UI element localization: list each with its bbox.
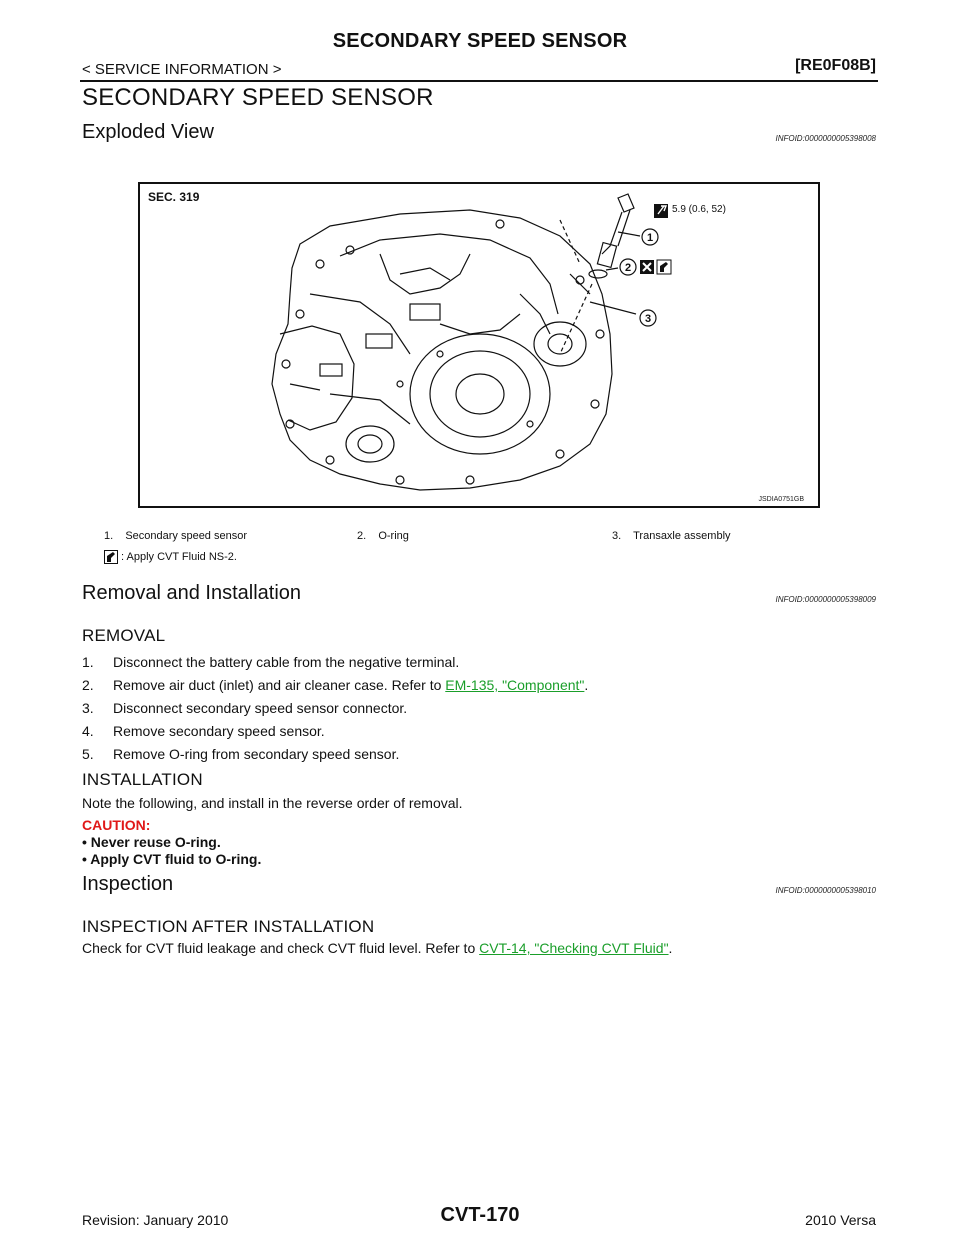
legend-text: O-ring <box>378 530 409 542</box>
footer-model: 2010 Versa <box>805 1212 876 1228</box>
footer-revision: Revision: January 2010 <box>82 1212 229 1228</box>
step-text: Remove secondary speed sensor. <box>113 723 325 739</box>
do-not-reuse-icon <box>640 260 654 274</box>
infoid-inspection: INFOID:0000000005398010 <box>775 886 876 895</box>
callout-3: 3 <box>644 313 652 325</box>
removal-step-3 <box>82 700 407 716</box>
footer-page-number: CVT-170 <box>440 1204 520 1226</box>
caution-bullet-1: • Never reuse O-ring. <box>82 834 221 850</box>
callout-2: 2 <box>624 262 632 274</box>
heading-exploded-view: Exploded View <box>82 121 214 143</box>
subheading-installation: INSTALLATION <box>82 770 203 789</box>
step-number: 2. <box>82 677 94 693</box>
caution-label: CAUTION: <box>82 817 151 833</box>
page-header-title: SECONDARY SPEED SENSOR <box>332 30 628 52</box>
step-text: Remove O-ring from secondary speed sensor. <box>113 746 400 762</box>
header-rule <box>80 80 878 82</box>
caution-bullet-2: • Apply CVT fluid to O-ring. <box>82 851 262 867</box>
step-number: 3. <box>82 700 94 716</box>
removal-step-1 <box>82 654 459 670</box>
infoid-removal: INFOID:0000000005398009 <box>775 595 876 604</box>
transaxle-illustration <box>140 184 818 506</box>
legend-text: Transaxle assembly <box>633 530 731 542</box>
callout-1: 1 <box>646 232 654 244</box>
inspection-text <box>82 940 672 956</box>
inspection-text-main: Check for CVT fluid leakage and check CVT fluid level. Refer to <box>82 940 480 956</box>
legend-note <box>104 550 237 564</box>
legend-note-text: : Apply CVT Fluid NS-2. <box>121 551 237 563</box>
legend-text: Secondary speed sensor <box>125 530 247 542</box>
step-number: 1. <box>82 654 94 670</box>
step-number: 5. <box>82 746 94 762</box>
legend-num: 2. <box>357 530 367 542</box>
exploded-view-figure <box>138 182 820 508</box>
step-text: Remove air duct (inlet) and air cleaner case. Refer to <box>113 677 446 693</box>
figure-id: JSDIA0751GB <box>758 496 804 503</box>
legend-item-3 <box>612 530 731 542</box>
link-em-135-component[interactable]: EM-135, "Component" <box>445 677 585 693</box>
link-cvt-14-checking-cvt-fluid[interactable]: CVT-14, "Checking CVT Fluid" <box>479 940 669 956</box>
infoid-exploded: INFOID:0000000005398008 <box>775 134 876 143</box>
subheading-inspection-after-installation: INSPECTION AFTER INSTALLATION <box>82 917 375 936</box>
apply-fluid-icon <box>657 260 671 274</box>
subheading-removal: REMOVAL <box>82 626 166 645</box>
removal-step-5 <box>82 746 399 762</box>
legend-item-1 <box>104 530 247 542</box>
step-number: 4. <box>82 723 94 739</box>
legend-num: 1. <box>104 530 114 542</box>
step-text: Disconnect the battery cable from the negative terminal. <box>113 654 460 670</box>
removal-step-4 <box>82 723 325 739</box>
section-label: < SERVICE INFORMATION > <box>82 61 282 78</box>
step-text: Disconnect secondary speed sensor connector. <box>113 700 408 716</box>
heading-inspection: Inspection <box>82 873 174 895</box>
step-text-end: . <box>584 677 589 693</box>
torque-spec: 5.9 (0.6, 52) <box>672 204 726 215</box>
removal-step-2 <box>82 677 588 693</box>
apply-fluid-icon <box>104 550 118 564</box>
legend-num: 3. <box>612 530 622 542</box>
installation-note: Note the following, and install in the reverse order of removal. <box>82 795 463 811</box>
legend-item-2 <box>357 530 409 542</box>
figure-sec-label: SEC. 319 <box>148 190 200 204</box>
torque-wrench-icon <box>654 204 668 218</box>
model-code: [RE0F08B] <box>795 57 876 74</box>
heading-removal-installation: Removal and Installation <box>82 582 302 604</box>
main-title: SECONDARY SPEED SENSOR <box>82 84 434 111</box>
inspection-text-end: . <box>668 940 673 956</box>
